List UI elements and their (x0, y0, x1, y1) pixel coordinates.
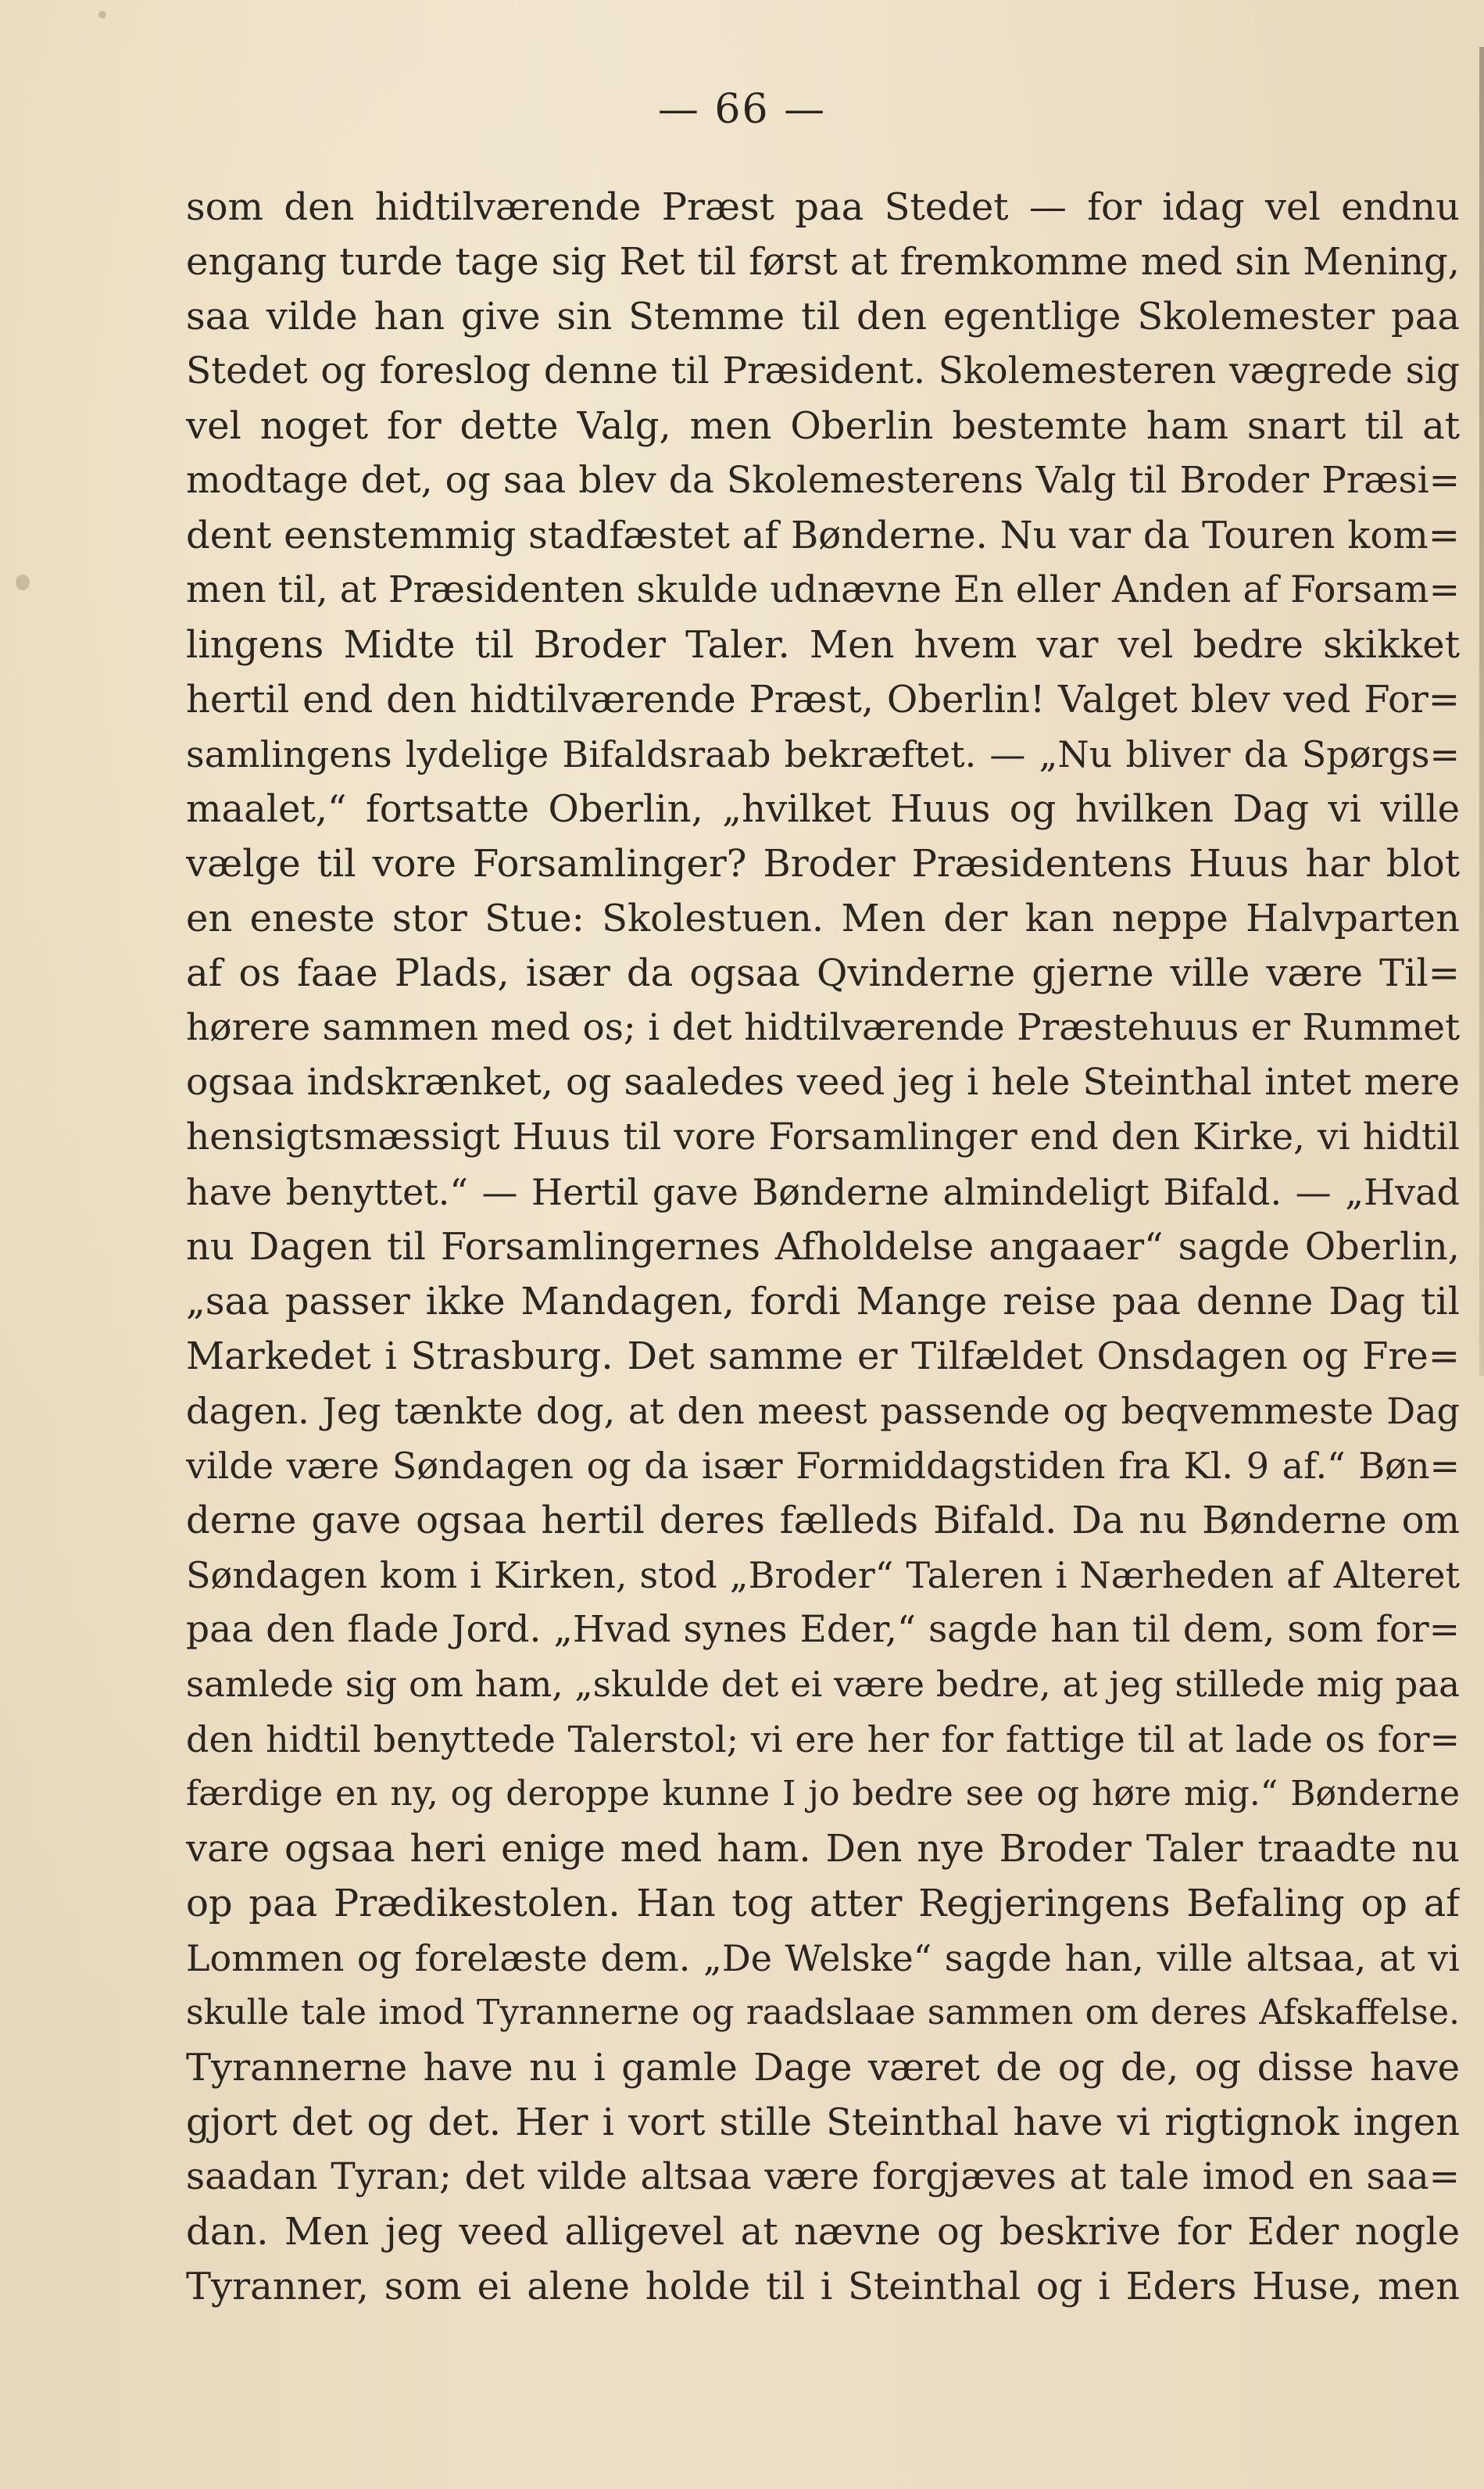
text-line: vælge til vore Forsamlinger? Broder Præsidentens Huus har blot (186, 842, 1460, 886)
text-line: vilde være Søndagen og da især Formiddagstiden fra Kl. 9 af.“ Bøn= (186, 1445, 1460, 1487)
text-line: Stedet og foreslog denne til Præsident. Skolemesteren vægrede sig (186, 349, 1460, 392)
text-line: ogsaa indskrænket, og saaledes veed jeg i hele Steinthal intet mere (186, 1061, 1460, 1104)
text-line: gjort det og det. Her i vort stille Steinthal have vi rigtignok ingen (186, 2100, 1460, 2144)
text-line: samlede sig om ham, „skulde det ei være bedre, at jeg stillede mig paa (186, 1664, 1460, 1705)
text-line: vel noget for dette Valg, men Oberlin bestemte ham snart til at (186, 404, 1460, 448)
text-line: „saa passer ikke Mandagen, fordi Mange reise paa denne Dag til (186, 1280, 1460, 1323)
text-line: dent eenstemmig stadfæstet af Bønderne. Nu var da Touren kom= (186, 514, 1460, 557)
text-line: have benyttet.“ — Hertil gave Bønderne almindeligt Bifald. — „Hvad (186, 1171, 1460, 1213)
page-number: — 66 — (657, 86, 827, 133)
text-line: nu Dagen til Forsamlingernes Afholdelse angaaer“ sagde Oberlin, (186, 1225, 1460, 1269)
text-line: Lommen og forelæste dem. „De Welske“ sagde han, ville altsaa, at vi (186, 1937, 1460, 1979)
text-line: men til, at Præsidenten skulde udnævne En eller Anden af Forsam= (186, 568, 1460, 611)
body-text (186, 180, 1460, 2314)
text-line: samlingens lydelige Bifaldsraab bekræftet. — „Nu bliver da Spørgs= (186, 733, 1460, 775)
text-line: dagen. Jeg tænkte dog, at den meest passende og beqvemmeste Dag (186, 1390, 1460, 1432)
text-line: en eneste stor Stue: Skolestuen. Men der kan neppe Halvparten (186, 897, 1460, 940)
text-line: skulle tale imod Tyrannerne og raadslaae sammen om deres Afskaffelse. (186, 1993, 1460, 2032)
paper-stain (98, 11, 106, 19)
text-line: saa vilde han give sin Stemme til den egentlige Skolemester paa (186, 295, 1460, 338)
text-line: hensigtsmæssigt Huus til vore Forsamlinger end den Kirke, vi hidtil (186, 1116, 1460, 1159)
text-line: Tyranner, som ei alene holde til i Steinthal og i Eders Huse, men (186, 2265, 1460, 2308)
text-line: saadan Tyran; det vilde altsaa være forgjæves at tale imod en saa= (186, 2155, 1460, 2198)
text-line: som den hidtilværende Præst paa Stedet — for idag vel endnu (186, 185, 1460, 229)
text-line: paa den flade Jord. „Hvad synes Eder,“ sagde han til dem, som for= (186, 1608, 1460, 1651)
page-edge (1479, 47, 1484, 1376)
text-line: færdige en ny, og deroppe kunne I jo bedre see og høre mig.“ Bønderne (186, 1774, 1460, 1814)
text-line: lingens Midte til Broder Taler. Men hvem var vel bedre skikket (186, 623, 1460, 667)
text-line: engang turde tage sig Ret til først at fremkomme med sin Mening, (186, 240, 1460, 284)
text-line: op paa Prædikestolen. Han tog atter Regjeringens Befaling op af (186, 1882, 1460, 1925)
text-line: maalet,“ fortsatte Oberlin, „hvilket Huus og hvilken Dag vi ville (186, 787, 1460, 831)
text-line: af os faae Plads, især da ogsaa Qvinderne gjerne ville være Til= (186, 951, 1460, 995)
text-line: Søndagen kom i Kirken, stod „Broder“ Taleren i Nærheden af Alteret (186, 1554, 1460, 1596)
paper-stain (16, 575, 30, 590)
text-line: Tyrannerne have nu i gamle Dage været de og de, og disse have (186, 2046, 1460, 2090)
text-line: derne gave ogsaa hertil deres fælleds Bifald. Da nu Bønderne om (186, 1499, 1460, 1542)
text-line: den hidtil benyttede Talerstol; vi ere her for fattige til at lade os for= (186, 1718, 1460, 1760)
text-line: Markedet i Strasburg. Det samme er Tilfældet Onsdagen og Fre= (186, 1334, 1460, 1378)
text-line: modtage det, og saa blev da Skolemesterens Valg til Broder Præsi= (186, 459, 1460, 502)
text-line: dan. Men jeg veed alligevel at nævne og beskrive for Eder nogle (186, 2210, 1460, 2254)
text-line: hørere sammen med os; i det hidtilværende Præstehuus er Rummet (186, 1006, 1460, 1049)
text-line: hertil end den hidtilværende Præst, Oberlin! Valget blev ved For= (186, 678, 1460, 722)
text-line: vare ogsaa heri enige med ham. Den nye Broder Taler traadte nu (186, 1827, 1460, 1871)
